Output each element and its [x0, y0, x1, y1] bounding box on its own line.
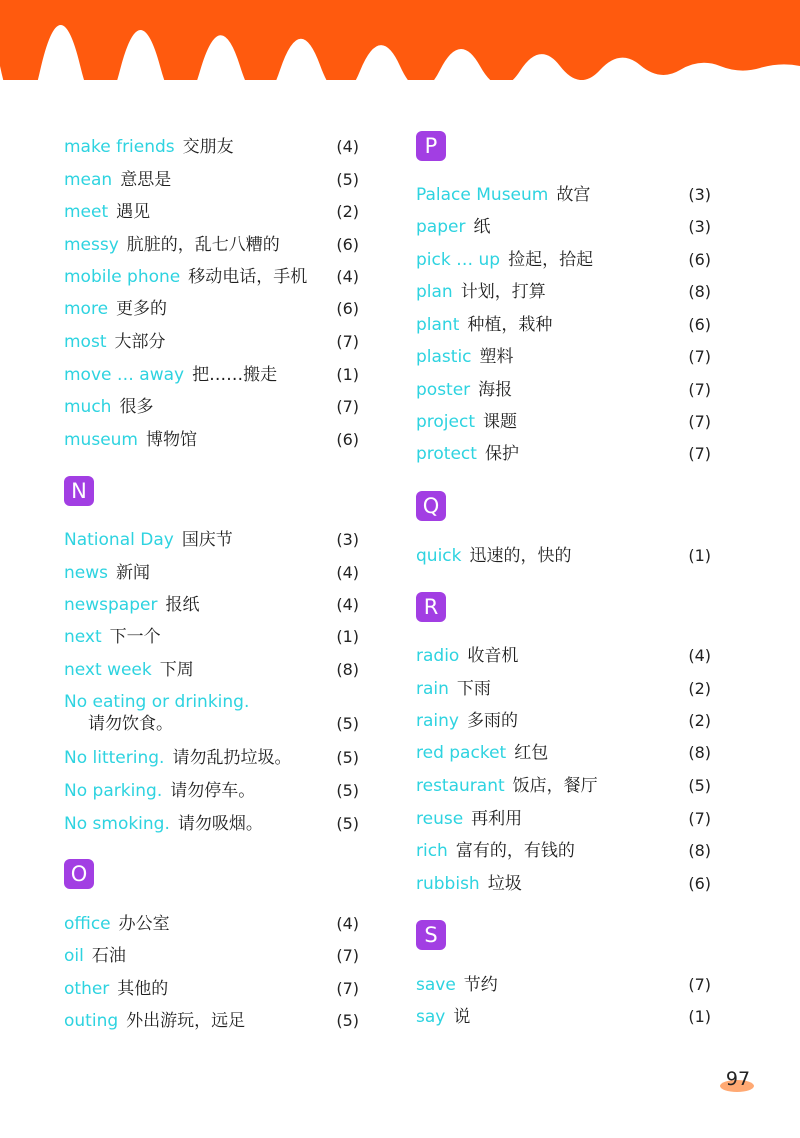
entry-radio: [416, 645, 711, 667]
entry-english: No eating or drinking.: [64, 692, 250, 712]
entry-english: reuse: [416, 809, 464, 829]
entry-unit: (4): [336, 914, 359, 933]
entry-unit: (2): [336, 202, 359, 221]
entry-english: plan: [416, 282, 453, 302]
entry-unit: (7): [688, 347, 711, 366]
entry-unit: (2): [688, 711, 711, 730]
entry-english: plastic: [416, 347, 472, 367]
entry-english: No smoking.: [64, 814, 170, 834]
entry-chinese: 博物馆: [146, 430, 197, 450]
entry-outing: [64, 1010, 359, 1032]
entry-chinese: 计划，打算: [460, 282, 546, 302]
entry-chinese: 说: [453, 1007, 471, 1027]
entry-chinese: 饭店，餐厅: [512, 776, 598, 796]
entry-english: rubbish: [416, 874, 480, 894]
entry-chinese: 种植，栽种: [467, 315, 553, 335]
entry-english: rainy: [416, 711, 459, 731]
entry-chinese: 红包: [514, 743, 549, 763]
entry-chinese: 迅速的，快的: [469, 546, 572, 566]
entry-chinese: 移动电话，手机: [188, 267, 308, 287]
entry-chinese: 富有的，有钱的: [455, 841, 575, 861]
entry-english: meet: [64, 202, 109, 222]
entry-english: pick … up: [416, 250, 501, 270]
entry-chinese: 收音机: [467, 646, 519, 666]
entry-reuse: [416, 808, 711, 830]
entry-unit: (2): [688, 679, 711, 698]
entry-english: next: [64, 627, 102, 647]
entry-unit: (6): [336, 235, 359, 254]
entry-unit: (5): [336, 714, 359, 733]
entry-english: oil: [64, 946, 84, 966]
entry-unit: (5): [336, 781, 359, 800]
entry-protect: [416, 443, 711, 465]
entry-chinese: 石油: [91, 946, 126, 966]
entry-english: quick: [416, 546, 462, 566]
entry-chinese: 捡起，拾起: [508, 250, 594, 270]
entry-english: messy: [64, 235, 119, 255]
entry-english: office: [64, 914, 111, 934]
entry-next: [64, 626, 359, 648]
entry-unit: (5): [336, 1011, 359, 1030]
entry-chinese: 请勿吸烟。: [177, 814, 263, 834]
entry-project: [416, 411, 711, 433]
entry-english: protect: [416, 444, 477, 464]
entry-english: make friends: [64, 137, 175, 157]
entry-office: [64, 913, 359, 935]
entry-unit: (5): [336, 748, 359, 767]
entry-english: more: [64, 299, 109, 319]
entry-unit: (7): [336, 979, 359, 998]
entry-plastic: [416, 346, 711, 368]
entry-chinese: 国庆节: [181, 530, 233, 550]
entry-plant: [416, 314, 711, 336]
entry-chinese: 很多: [119, 397, 154, 417]
entry-rain: [416, 678, 711, 700]
entry-national-day: [64, 529, 359, 551]
entry-unit: (6): [688, 315, 711, 334]
entry-move-away: [64, 364, 359, 386]
entry-much: [64, 396, 359, 418]
entry-unit: (6): [688, 250, 711, 269]
entry-unit: (7): [688, 380, 711, 399]
entry-chinese: 节约: [463, 975, 498, 995]
entry-unit: (7): [688, 809, 711, 828]
entry-mean: [64, 169, 359, 191]
entry-paper: [416, 216, 711, 238]
entry-chinese: 请勿饮食。: [88, 714, 173, 734]
entry-unit: (1): [336, 365, 359, 384]
entry-unit: (8): [336, 660, 359, 679]
entry-unit: (4): [336, 137, 359, 156]
entry-english: newspaper: [64, 595, 158, 615]
entry-unit: (1): [688, 546, 711, 565]
entry-chinese: 垃圾: [487, 874, 522, 894]
letter-badge-s: S: [416, 920, 446, 950]
entry-english: plant: [416, 315, 460, 335]
entry-english: radio: [416, 646, 460, 666]
entry-english: move … away: [64, 365, 185, 385]
entry-poster: [416, 379, 711, 401]
entry-english: Palace Museum: [416, 185, 549, 205]
entry-english: project: [416, 412, 476, 432]
entry-english: rich: [416, 841, 448, 861]
entry-english: mobile phone: [64, 267, 181, 287]
page-number: 97: [725, 1068, 751, 1090]
entry-english: outing: [64, 1011, 119, 1031]
entry-pick-up: [416, 249, 711, 271]
entry-messy: [64, 234, 359, 256]
entry-chinese: 更多的: [116, 299, 168, 319]
entry-english: poster: [416, 380, 471, 400]
entry-unit: (7): [688, 975, 711, 994]
entry-unit: (4): [336, 563, 359, 582]
entry-english: mean: [64, 170, 113, 190]
entry-unit: (4): [688, 646, 711, 665]
entry-unit: (4): [336, 595, 359, 614]
entry-unit: (4): [336, 267, 359, 286]
entry-unit: (6): [688, 874, 711, 893]
entry-chinese: 大部分: [114, 332, 166, 352]
entry-chinese: 意思是: [120, 170, 172, 190]
entry-newspaper: [64, 594, 359, 616]
entry-save: [416, 974, 711, 996]
entry-mobile-phone: [64, 266, 359, 288]
entry-most: [64, 331, 359, 353]
entry-unit: (7): [336, 332, 359, 351]
entry-chinese: 请勿停车。: [170, 781, 256, 801]
entry-english: say: [416, 1007, 446, 1027]
entry-unit: (8): [688, 841, 711, 860]
entry-english: museum: [64, 430, 138, 450]
entry-english: No littering.: [64, 748, 165, 768]
entry-no-littering: [64, 747, 359, 769]
entry-unit: (1): [336, 627, 359, 646]
entry-quick: [416, 545, 711, 567]
entry-chinese: 遇见: [116, 202, 151, 222]
entry-chinese: 下周: [159, 660, 194, 680]
entry-chinese: 再利用: [471, 809, 523, 829]
entry-oil: [64, 945, 359, 967]
entry-unit: (5): [336, 170, 359, 189]
entry-red-packet: [416, 742, 711, 764]
entry-rich: [416, 840, 711, 862]
entry-chinese: 报纸: [165, 595, 200, 615]
entry-unit: (6): [336, 430, 359, 449]
entry-rainy: [416, 710, 711, 732]
letter-badge-q: Q: [416, 491, 446, 521]
entry-chinese: 海报: [478, 380, 513, 400]
entry-english: National Day: [64, 530, 174, 550]
entry-rubbish: [416, 873, 711, 895]
entry-no-eating: [64, 691, 359, 735]
entry-restaurant: [416, 775, 711, 797]
entry-plan: [416, 281, 711, 303]
entry-chinese: 故宫: [556, 185, 591, 205]
entry-unit: (5): [688, 776, 711, 795]
entry-no-smoking: [64, 813, 359, 835]
entry-no-parking: [64, 780, 359, 802]
entry-chinese: 下一个: [109, 627, 161, 647]
entry-chinese: 其他的: [117, 979, 169, 999]
entry-say: [416, 1006, 711, 1028]
entry-chinese: 请勿乱扔垃圾。: [172, 748, 292, 768]
letter-badge-r: R: [416, 592, 446, 622]
entry-chinese: 课题: [483, 412, 518, 432]
entry-make-friends: [64, 136, 359, 158]
letter-badge-n: N: [64, 476, 94, 506]
entry-english: red packet: [416, 743, 507, 763]
letter-badge-p: P: [416, 131, 446, 161]
entry-chinese: 纸: [473, 217, 491, 237]
entry-chinese: 塑料: [479, 347, 514, 367]
entry-unit: (7): [336, 397, 359, 416]
entry-english: next week: [64, 660, 152, 680]
entry-museum: [64, 429, 359, 451]
entry-chinese: 下雨: [456, 679, 491, 699]
header-band: [0, 0, 800, 80]
entry-english: other: [64, 979, 110, 999]
entry-chinese: 多雨的: [466, 711, 518, 731]
entry-unit: (6): [336, 299, 359, 318]
entry-english: No parking.: [64, 781, 163, 801]
entry-more: [64, 298, 359, 320]
entry-unit: (3): [336, 530, 359, 549]
entry-english: save: [416, 975, 456, 995]
entry-unit: (5): [336, 814, 359, 833]
entry-chinese: 把……搬走: [192, 365, 278, 385]
entry-english: news: [64, 563, 108, 583]
entry-meet: [64, 201, 359, 223]
entry-other: [64, 978, 359, 1000]
entry-unit: (7): [336, 946, 359, 965]
entry-unit: (3): [688, 217, 711, 236]
entry-chinese: 肮脏的，乱七八糟的: [126, 235, 280, 255]
entry-unit: (8): [688, 743, 711, 762]
entry-chinese: 交朋友: [182, 137, 234, 157]
entry-palace-museum: [416, 184, 711, 206]
entry-english: rain: [416, 679, 449, 699]
entry-unit: (8): [688, 282, 711, 301]
entry-unit: (7): [688, 412, 711, 431]
entry-english: most: [64, 332, 107, 352]
entry-news: [64, 562, 359, 584]
letter-badge-o: O: [64, 859, 94, 889]
entry-next-week: [64, 659, 359, 681]
entry-english: much: [64, 397, 112, 417]
entry-english: paper: [416, 217, 466, 237]
entry-chinese: 新闻: [116, 563, 150, 583]
entry-chinese: 保护: [484, 444, 519, 464]
entry-unit: (3): [688, 185, 711, 204]
entry-unit: (1): [688, 1007, 711, 1026]
entry-chinese: 办公室: [118, 914, 170, 934]
entry-unit: (7): [688, 444, 711, 463]
entry-english: restaurant: [416, 776, 505, 796]
entry-chinese: 外出游玩，远足: [126, 1011, 246, 1031]
